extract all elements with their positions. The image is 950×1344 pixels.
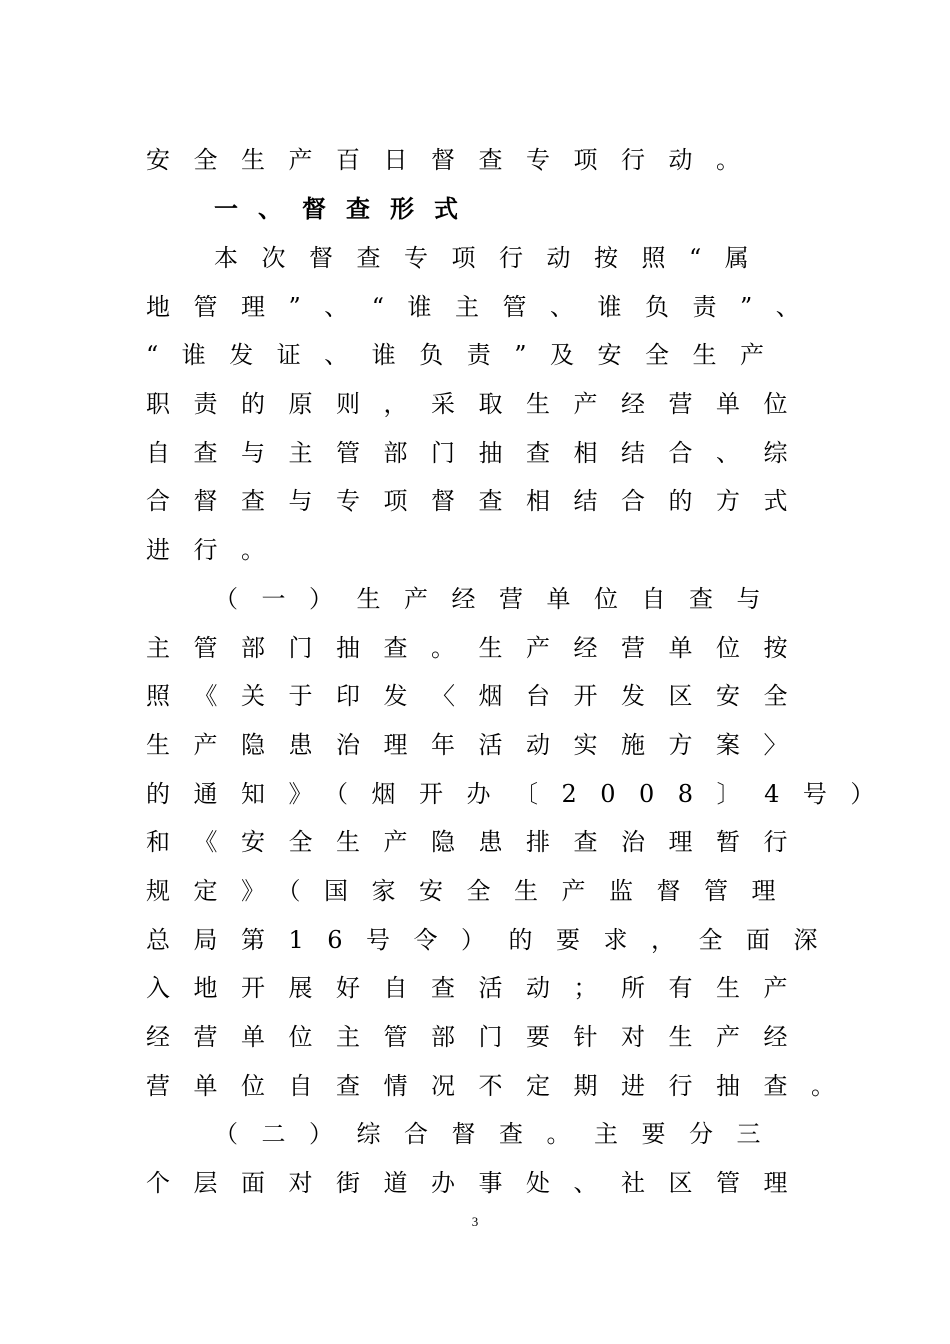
- text-line: 和《安全生产隐患排查治理暂行: [146, 828, 811, 856]
- text-line: 进行。: [146, 536, 289, 564]
- text-line: 安全生产百日督查专项行动。: [146, 146, 764, 174]
- text-line: 生产隐患治理年活动实施方案〉: [146, 731, 811, 759]
- section-heading: 一、督查形式: [214, 195, 478, 223]
- text-line: 主管部门抽查。生产经营单位按: [146, 634, 811, 662]
- text-line: 营单位自查情况不定期进行抽查。: [146, 1072, 859, 1100]
- text-line: 入地开展好自查活动；所有生产: [146, 974, 811, 1002]
- page-number: 3: [471, 1214, 479, 1229]
- subsection-heading: （一）生产经营单位自查与: [214, 585, 784, 613]
- text-line: 规定》（国家安全生产监督管理: [146, 877, 799, 905]
- subsection-heading: （二）综合督查。主要分三: [214, 1120, 784, 1148]
- text-line: 的通知》（烟开办〔2008〕4号）: [146, 780, 898, 808]
- text-line: “谁发证、谁负责”及安全生产: [146, 341, 788, 369]
- text-line: 合督查与专项督查相结合的方式: [146, 487, 811, 515]
- text-line: 职责的原则，采取生产经营单位: [146, 390, 811, 418]
- text-line: 个层面对街道办事处、社区管理: [146, 1169, 811, 1197]
- text-line: 自查与主管部门抽查相结合、综: [146, 439, 811, 467]
- text-line: 本次督查专项行动按照“属: [214, 244, 773, 272]
- text-line: 总局第16号令）的要求，全面深: [146, 926, 842, 954]
- text-line: 照《关于印发〈烟台开发区安全: [146, 682, 811, 710]
- text-line: 地管理”、“谁主管、谁负责”、: [146, 293, 824, 321]
- text-line: 经营单位主管部门要针对生产经: [146, 1023, 811, 1051]
